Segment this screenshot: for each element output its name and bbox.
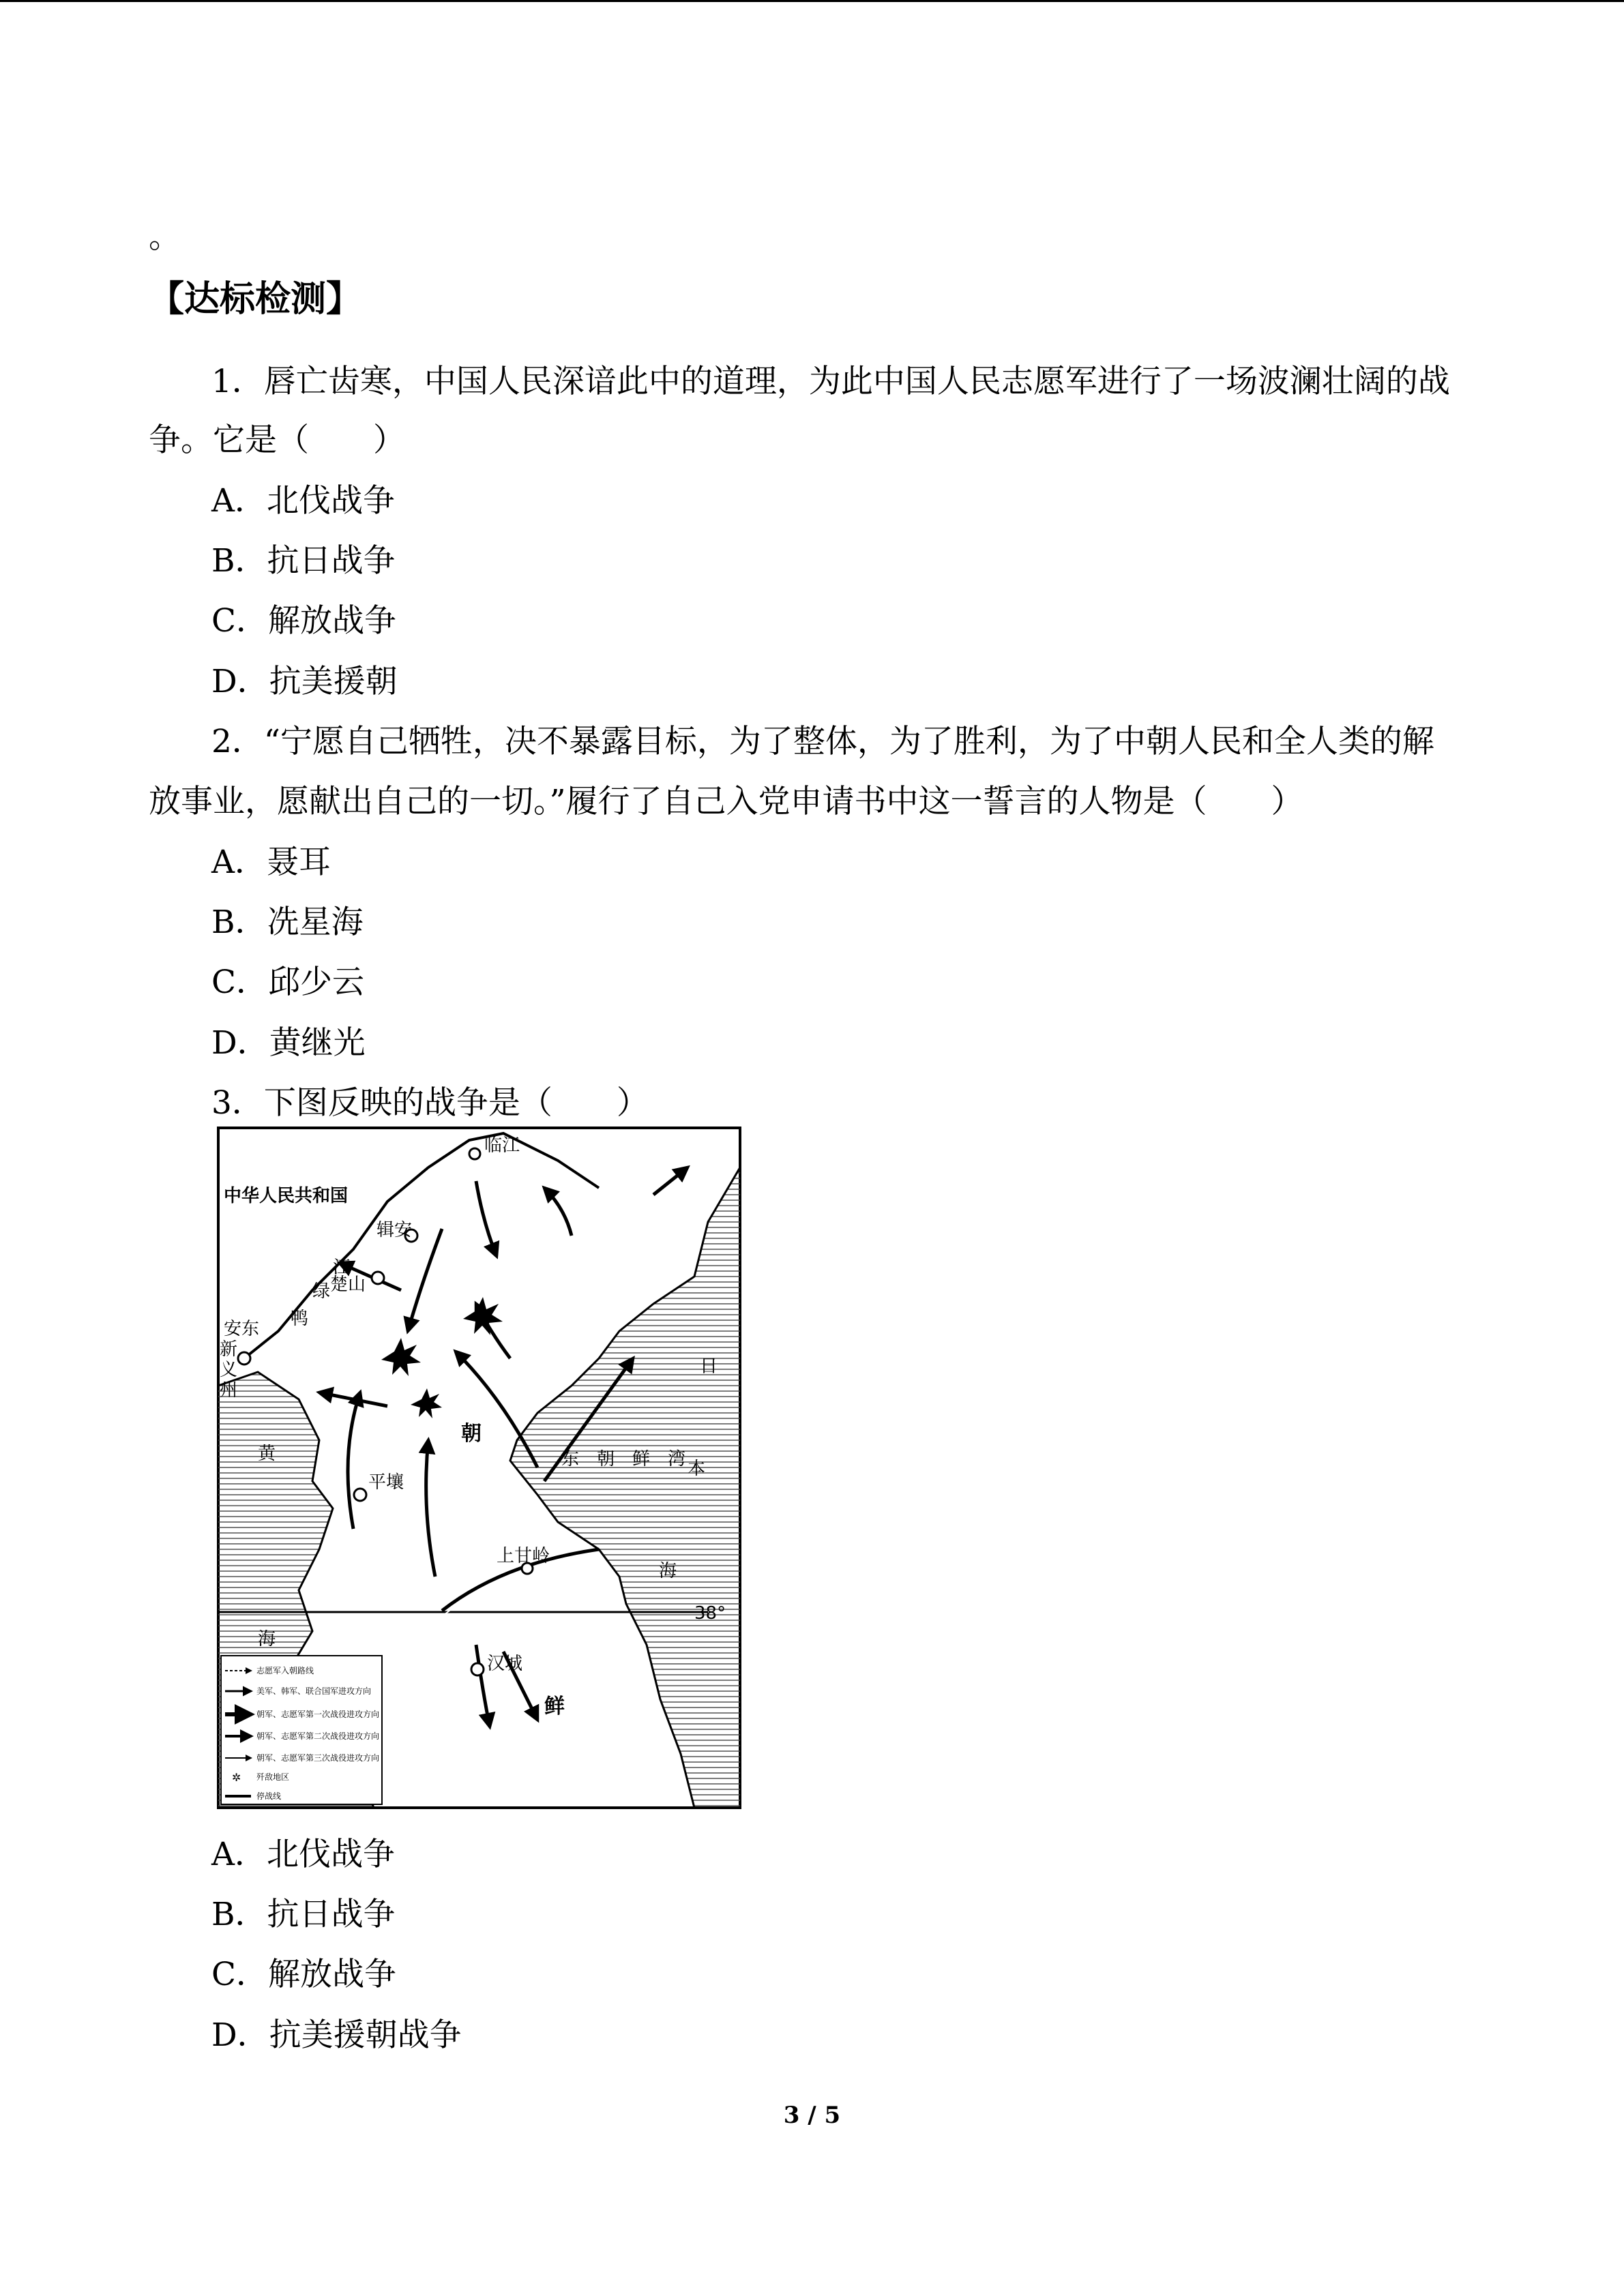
map-legend xyxy=(221,1656,382,1804)
label-yalu-1: 鸭 xyxy=(291,1309,309,1329)
top-border xyxy=(0,0,1624,2)
legend-item-7: 停战线 xyxy=(256,1791,282,1801)
q1-option-d: D．抗美援朝 xyxy=(211,663,398,700)
legend-item-3: 朝军、志愿军第一次战役进攻方向 xyxy=(256,1710,380,1719)
label-chushan: 楚山 xyxy=(330,1274,366,1295)
q2-option-c: C．邱少云 xyxy=(211,964,364,1001)
label-yellow-2: 海 xyxy=(258,1629,276,1650)
svg-text:✲: ✲ xyxy=(232,1771,241,1784)
label-japan-2: 本 xyxy=(688,1459,706,1479)
legend-item-5: 朝军、志愿军第三次战役进攻方向 xyxy=(256,1753,380,1763)
q2-option-b: B．冼星海 xyxy=(211,904,364,941)
q2-option-a: A．聂耳 xyxy=(211,844,331,881)
section-title: 【达标检测】 xyxy=(149,279,362,320)
q3-option-b: B．抗日战争 xyxy=(211,1896,396,1933)
label-jian: 辑安 xyxy=(377,1220,413,1240)
label-east-korea-bay: 东 朝 鲜 湾 xyxy=(561,1449,686,1470)
q2-option-d: D．黄继光 xyxy=(211,1024,366,1062)
q3-stem: 3．下图反映的战争是（ ） xyxy=(211,1084,649,1122)
label-parallel: 38° xyxy=(694,1603,726,1624)
legend-item-1: 志愿军入朝路线 xyxy=(256,1666,314,1675)
q1-option-b: B．抗日战争 xyxy=(211,542,396,580)
q2-stem-line2: 放事业，愿献出自己的一切。”履行了自己入党申请书中这一誓言的人物是（ ） xyxy=(149,783,1303,820)
label-xian: 鲜 xyxy=(544,1695,565,1718)
label-japan-1: 日 xyxy=(700,1356,718,1377)
legend-item-4: 朝军、志愿军第二次战役进攻方向 xyxy=(256,1731,380,1741)
label-pyongyang: 平壤 xyxy=(368,1472,404,1493)
korean-war-map xyxy=(217,1127,741,1809)
leading-mark: 。 xyxy=(149,218,181,256)
label-xinyi-2: 义 xyxy=(220,1360,238,1380)
q2-stem-line1: 2．“宁愿自己牺牲，决不暴露目标，为了整体，为了胜利，为了中朝人民和全人类的解 xyxy=(211,723,1434,760)
label-yalu-2: 绿 xyxy=(312,1281,331,1302)
q1-option-c: C．解放战争 xyxy=(211,602,396,640)
label-yalu-3: 江 xyxy=(333,1257,351,1278)
label-xinyi-3: 州 xyxy=(220,1380,238,1401)
legend-item-2: 美军、韩军、联合国军进攻方向 xyxy=(256,1686,372,1696)
label-prc: 中华人民共和国 xyxy=(224,1186,349,1206)
q1-stem-line1: 1．唇亡齿寒，中国人民深谙此中的道理，为此中国人民志愿军进行了一场波澜壮阔的战 xyxy=(211,363,1450,400)
q3-option-d: D．抗美援朝战争 xyxy=(211,2016,462,2054)
label-yellow-1: 黄 xyxy=(258,1444,276,1464)
label-japan-3: 海 xyxy=(659,1561,677,1581)
q3-option-c: C．解放战争 xyxy=(211,1956,396,1993)
q1-option-a: A．北伐战争 xyxy=(211,482,395,520)
label-andong: 安东 xyxy=(224,1319,260,1339)
legend-item-6: 歼敌地区 xyxy=(256,1772,290,1782)
label-shangganling: 上甘岭 xyxy=(497,1546,550,1566)
label-linjiang: 临江 xyxy=(484,1135,520,1156)
q3-option-a: A．北伐战争 xyxy=(211,1836,395,1873)
label-xinyi-1: 新 xyxy=(220,1339,238,1360)
label-seoul: 汉城 xyxy=(487,1654,523,1674)
label-chao: 朝 xyxy=(461,1422,482,1446)
q1-stem-line2: 争。它是（ ） xyxy=(149,421,405,459)
page-number: 3 / 5 xyxy=(783,2102,841,2129)
